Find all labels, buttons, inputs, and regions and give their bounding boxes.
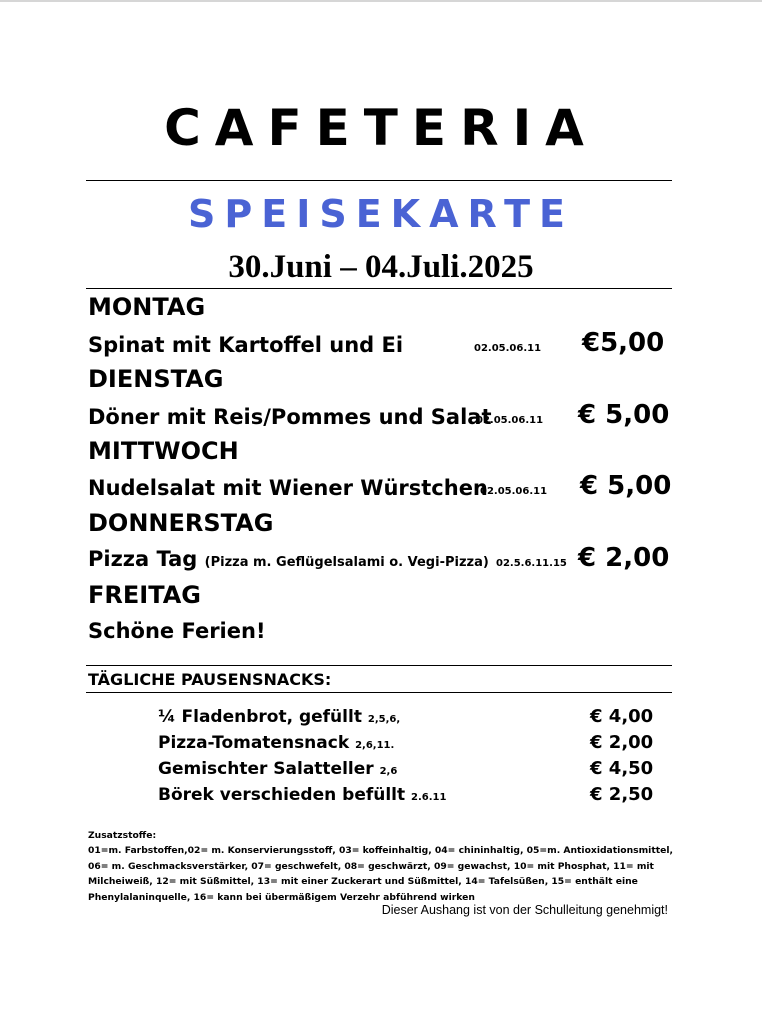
snack-codes: 2,6,11. [355,740,395,751]
divider-snacks-bottom [86,692,672,693]
dish-monday-name: Spinat mit Kartoffel und Ei [88,333,404,357]
dish-friday [88,617,266,645]
divider-snacks-top [86,665,672,666]
dish-thursday-note: (Pizza m. Geflügelsalami o. Vegi-Pizza) [204,555,489,570]
dish-wednesday-name: Nudelsalat mit Wiener Würstchen [88,476,488,500]
snack-name: Gemischter Salatteller [158,759,374,779]
price-wednesday: € 5,00 [580,471,672,501]
dish-thursday-name: Pizza Tag [88,547,198,571]
snack-price: € 2,00 [590,732,654,753]
snack-price: € 4,50 [590,758,654,779]
day-friday: FREITAG [88,581,201,609]
snack-item [158,706,400,731]
approval-note: Dieser Aushang ist von der Schulleitung genehmigt! [381,903,668,917]
snack-item [158,732,394,757]
snack-item [158,758,397,783]
additives-heading: Zusatzstoffe: [88,830,157,841]
dish-friday-name: Schöne Ferien! [88,619,266,643]
date-range: 30.Juni – 04.Juli.2025 [228,249,534,285]
codes-wednesday: 02.05.06.11 [480,486,548,497]
day-monday: MONTAG [88,293,206,321]
additives-line: Phenylalaninquelle, 16= kann bei übermäßigem Verzehr abführend wirken [88,891,475,903]
snack-item [158,784,446,809]
snack-name: Pizza-Tomatensnack [158,733,350,753]
snack-codes: 2,6 [379,766,398,777]
page-top-border [0,0,762,2]
codes-monday: 02.05.06.11 [474,343,542,354]
menu-subtitle: SPEISEKARTE [188,192,574,236]
snack-price: € 2,50 [590,784,654,805]
page-title: CAFETERIA [164,99,598,157]
codes-tuesday: 02.05.06.11 [476,415,544,426]
divider-date [86,288,672,289]
codes-thursday: 02.5.6.11.15 [496,558,567,569]
additives-line: 01=m. Farbstoffen,02= m. Konservierungsstoff, 03= koffeinhaltig, 04= chininhaltig, 05=m. Antioxidationsmittel, [88,845,673,857]
additives-line: Milcheiweiß, 12= mit Süßmittel, 13= mit einer Zuckerart und Süßmittel, 14= Tafelsüßen, 15= enthält eine [88,876,638,888]
dish-tuesday [88,403,492,431]
dish-wednesday [88,474,488,502]
dish-tuesday-name: Döner mit Reis/Pommes und Salat [88,405,492,429]
dish-thursday [88,545,489,577]
additives-legend [88,828,674,905]
snack-name: ¼ Fladenbrot, gefüllt [158,707,362,727]
divider-top [86,180,672,181]
day-tuesday: DIENSTAG [88,365,224,393]
price-monday: €5,00 [582,328,665,358]
snack-price: € 4,00 [590,706,654,727]
day-wednesday: MITTWOCH [88,437,239,465]
dish-monday [88,331,403,359]
price-thursday: € 2,00 [578,543,670,573]
snack-codes: 2.6.11 [411,792,447,803]
day-thursday: DONNERSTAG [88,509,274,537]
snacks-heading: TÄGLICHE PAUSENSNACKS: [88,670,332,689]
snack-codes: 2,5,6, [367,714,401,725]
price-tuesday: € 5,00 [578,400,670,430]
snack-name: Börek verschieden befüllt [158,785,406,805]
additives-line: 06= m. Geschmacksverstärker, 07= geschwefelt, 08= geschwärzt, 09= gewachst, 10= mit Phosphat, 11= mit [88,860,654,872]
